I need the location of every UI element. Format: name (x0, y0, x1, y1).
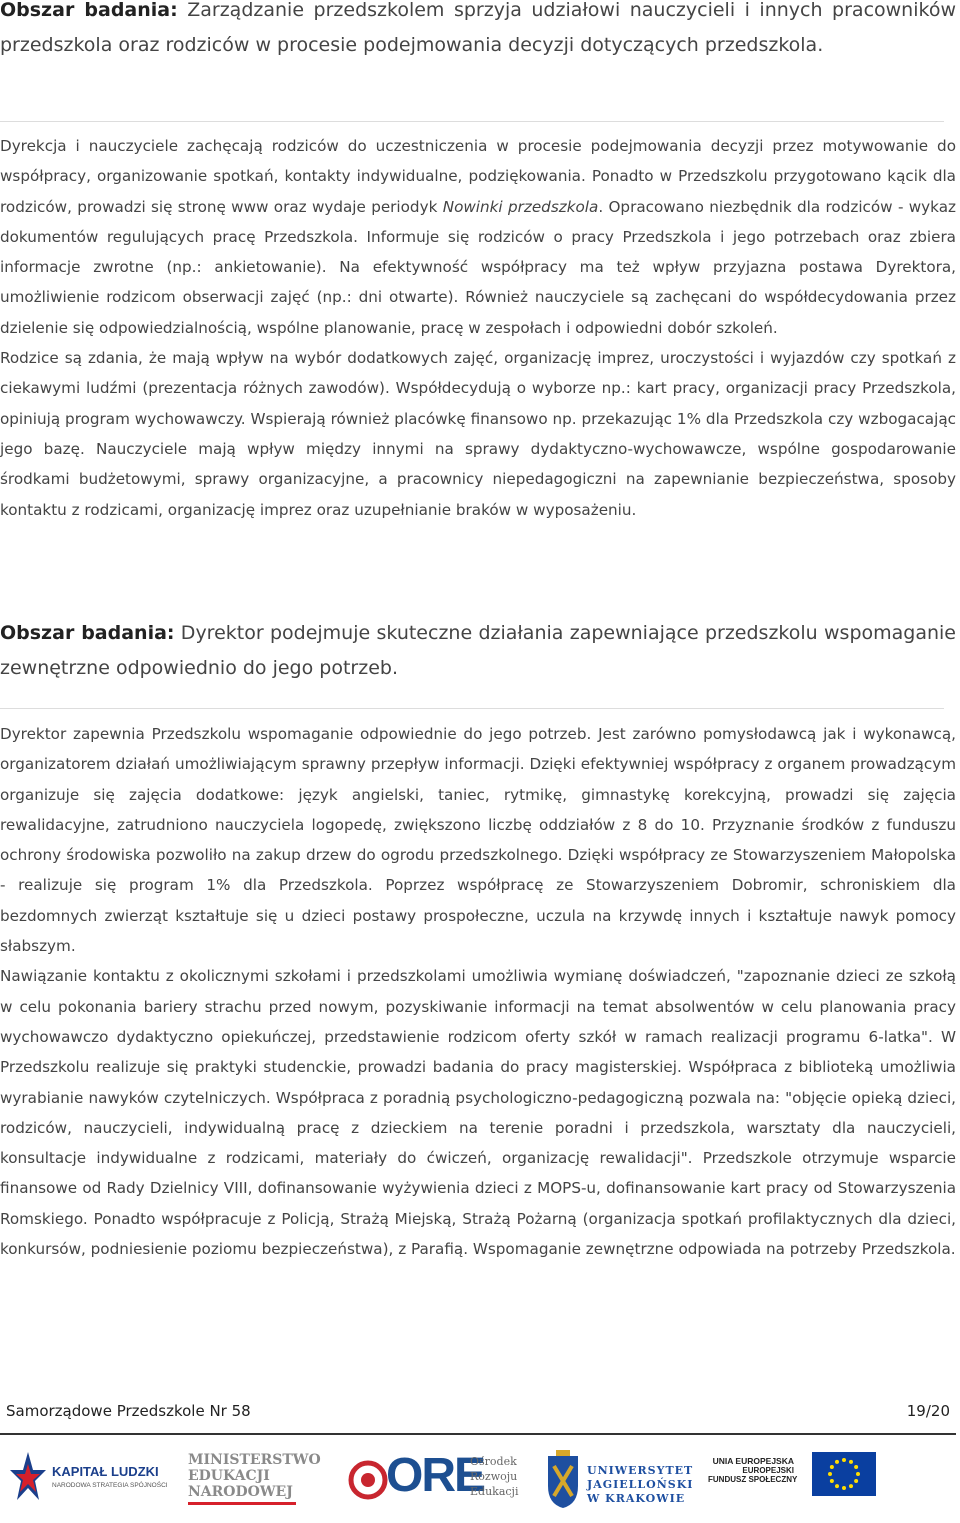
eu-star (856, 1472, 860, 1476)
eu-title: UNIA EUROPEJSKA (712, 1456, 794, 1466)
eu-flag-icon (812, 1452, 876, 1496)
eu-subtitle: FUNDUSZ SPOŁECZNY (708, 1475, 798, 1484)
eu-star (842, 1458, 846, 1462)
section-2-body (0, 719, 956, 1264)
paragraph: Rodzice są zdania, że mają wpływ na wybór dodatkowych zajęć, organizację imprez, uroczystości i wyjazdów czy spotkań z ciekawymi ludźmi (prezentacja różnych zawodów). Współdecydują o wyborze np.: kart pracy, organizacji pracy Przedszkola, opiniują program wychowawczy. Wspierają również placówkę finansowo np. przekazując 1% dla Przedszkola czy wzbogacając jego bazę. Nauczyciele mają wpływ między innymi na sprawy dydaktyczno-wychowawcze, wspólne gospodarowanie środkami budżetowymi, sprawy organizacyjne, a pracownicy niepedagogiczni na zapewnianie bezpieczeństwa, sposoby kontaktu z rodzicami, organizację imprez oraz uzupełnianie braków w wyposażeniu. (0, 349, 956, 519)
eu-star (830, 1465, 834, 1469)
section-heading-text: Zarządzanie przedszkolem sprzyja udziałowi nauczycieli i innych pracowników przedszkola oraz rodziców w procesie podejmowania decyzji dotyczących przedszkola. (0, 0, 956, 56)
paragraph: Dyrektor zapewnia Przedszkolu wspomaganie odpowiednie do jego potrzeb. Jest zarówno pomysłodawcą jak i wykonawcą, organizatorem działań umożliwiającym sprawny przepływ informacji. Dzięki efektywniej współpracy z organem prowadzącym organizuje się zajęcia dodatkowe: język angielski, taniec, rytmikę, gimnastykę korekcyjną, prowadzi się zajęcia rewalidacyjne, zatrudniono nauczyciela logopedę, zwiększono liczbę oddziałów z 8 do 10. Przyznanie środków z funduszu ochrony środowiska pozwoliło na zakup drzew do ogrodu przedszkolnego. Dzięki współpracy ze Stowarzyszeniem Małopolska - realizuje się program 1% dla Przedszkola. Poprzez współpracę ze Stowarzyszeniem Dobromir, schroniskiem dla bezdomnych zwierząt kształtuje się u dzieci postawy prospołeczne, uczula na krzywdę innych i kształtuje nawyk pomocy słabszym. (0, 725, 956, 956)
ministerstwo-underline (188, 1502, 296, 1505)
paragraph: Nawiązanie kontaktu z okolicznymi szkołami i przedszkolami umożliwia wymianę doświadczeń, "zapoznanie dzieci ze szkołą w celu pokonania bariery strachu przed nowym, pozyskiwanie informacji na temat absolwentów w celu planowania pracy wychowawczo dydaktyczno opiekuńczej, przedstawienie rodzicom oferty szkół w ramach realizacji programu 6-latka". W Przedszkolu realizuje się praktyki studenckie, prowadzi badania do pracy magisterskiej. Współpraca z biblioteką umożliwia wyrabianie nawyków czytelniczych. Współpraca z poradnią psychologiczno-pedagogiczną pozwala na: "objęcie opieką dzieci, rodziców, nauczycieli, indywidualną pracę z dzieckiem na terenie poradni i przedszkola, warsztaty dla nauczycieli, konsultacje indywidualne z rodzicami, materiały do ćwiczeń, organizację rewalidacji". Przedszkole otrzymuje wsparcie finansowe od Rady Dzielnicy VIII, dofinansowanie wyżywienia dzieci z MOPS-u, dofinansowanie kart pracy od Stowarzyszenia Romskiego. Ponadto współpracuje z Policją, Strażą Miejską, Strażą Pożarną (organizacja spotkań profilaktycznych dla dzieci, konkursów, podniesienie poziomu bezpieczeństwa), z Parafią. Wspomaganie zewnętrzne odpowiada na potrzeby Przedszkola. (0, 967, 956, 1259)
section-heading-label: Obszar badania: (0, 622, 175, 644)
paragraph-text: . Opracowano niezbędnik dla rodziców - wykaz dokumentów regulujących pracę Przedszkola. Informuje się rodziców o pracy Przedszkola i jego potrzebach oraz zbiera informacje zwrotne (np.: ankietowanie). Na efektywność współpracy ma też wpływ przyjazna postawa Dyrektora, umożliwienie rodzicom obserwacji zajęć (np.: dni otwarte). Również nauczyciele są zachęcani do współdecydowania przez dzielenie się odpowiedzialnością, wspólne planowanie, pracę w zespołach i odpowiedni dobór szkoleń. (0, 197, 956, 337)
ore-line: Ośrodek (470, 1455, 517, 1468)
eu-star (835, 1460, 839, 1464)
paragraph-text: Dyrekcja i nauczyciele zachęcają rodziców do uczestniczenia w procesie podejmowania decyzji przez motywowanie do współpracy, organizowanie spotkań, kontakty indywidualne, podziękowania. Ponadto w Przedszkolu przygotowano kącik dla rodziców, prowadzi się stronę www oraz wydaje periodyk (0, 137, 956, 216)
eu-star (830, 1479, 834, 1483)
kapital-ludzki-subtitle: NARODOWA STRATEGIA SPÓJNOŚCI (52, 1482, 168, 1489)
ministerstwo-line: EDUKACJI (188, 1468, 270, 1484)
eu-star (849, 1484, 853, 1488)
eu-star (849, 1460, 853, 1464)
eu-subtitle: EUROPEJSKI (742, 1466, 794, 1475)
periodical-title: Nowinki przedszkola (442, 197, 599, 216)
section-heading-2 (0, 616, 956, 686)
kapital-ludzki-star-icon (8, 1450, 48, 1506)
eu-star (854, 1465, 858, 1469)
kapital-ludzki-title: KAPITAŁ LUDZKI (52, 1464, 159, 1479)
uniwersytet-jagiellonski-logo (545, 1442, 694, 1518)
ore-line: Edukacji (470, 1485, 519, 1498)
page-number: 19/20 (906, 1402, 950, 1420)
page-footer (0, 1400, 956, 1426)
ore-logo (348, 1442, 528, 1518)
footer-divider (0, 1433, 956, 1435)
section-divider (0, 121, 944, 122)
eu-star (854, 1479, 858, 1483)
section-heading-text: Dyrektor podejmuje skuteczne działania zapewniające przedszkolu wspomaganie zewnętrzne odpowiednio do jego potrzeb. (0, 622, 956, 679)
section-heading-1 (0, 0, 956, 63)
uj-line: UNIWERSYTET (587, 1464, 694, 1477)
eu-star (835, 1484, 839, 1488)
sponsor-logos (0, 1442, 960, 1520)
ministerstwo-logo (188, 1442, 321, 1518)
ore-circle-icon (348, 1460, 388, 1500)
ore-line: Rozwoju (470, 1470, 518, 1483)
uj-line: JAGIELLOŃSKI (587, 1478, 694, 1491)
section-divider (0, 708, 944, 709)
uj-line: W KRAKOWIE (587, 1492, 686, 1505)
paragraph (0, 131, 956, 343)
section-heading-label: Obszar badania: (0, 0, 178, 21)
unia-europejska-logo (708, 1442, 958, 1518)
ore-mark: ORE (386, 1449, 485, 1502)
uj-crest-icon (545, 1448, 581, 1510)
footer-school-name: Samorządowe Przedszkole Nr 58 (6, 1402, 251, 1420)
eu-star (828, 1472, 832, 1476)
eu-star (842, 1486, 846, 1490)
section-1-body (0, 131, 956, 525)
kapital-ludzki-logo (8, 1442, 178, 1518)
ministerstwo-line: NARODOWEJ (188, 1484, 293, 1500)
ministerstwo-line: MINISTERSTWO (188, 1452, 321, 1468)
